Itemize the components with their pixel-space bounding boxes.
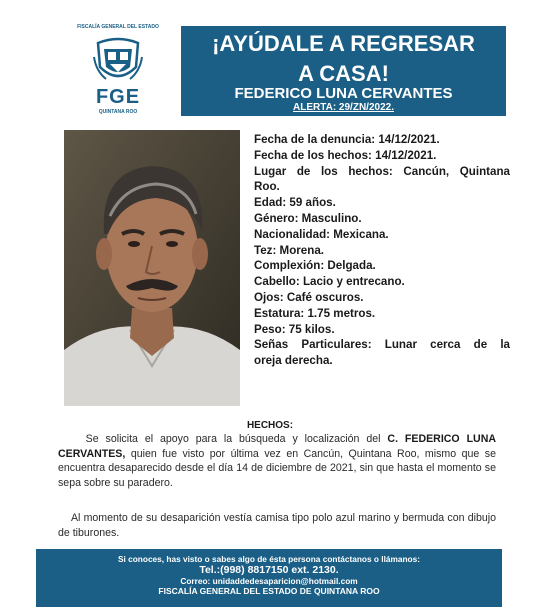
banner-title-line1: ¡AYÚDALE A REGRESAR [212, 31, 475, 56]
detail-location-cont: Roo. [254, 180, 280, 194]
logo-state: QUINTANA ROO [98, 109, 138, 115]
person-details [254, 132, 510, 369]
alert-number: ALERTA: 29/ZN/2022. [293, 102, 394, 113]
footer-phone: Tel.:(998) 8817150 ext. 2130. [199, 564, 339, 576]
facts-p2-text: Al momento de su desaparición vestía camisa tipo polo azul marino y bermuda con dibujo de tiburones. [58, 512, 496, 539]
detail-marks-cont: oreja derecha. [254, 354, 333, 368]
logo-acronym: FGE [95, 86, 141, 108]
detail-age: Edad: 59 años. [254, 196, 336, 210]
detail-report-date: Fecha de la denuncia: 14/12/2021. [254, 133, 440, 146]
facts-heading: HECHOS: [246, 420, 294, 431]
detail-location: Lugar de los hechos: Cancún, Quintana [254, 164, 510, 178]
header-banner [181, 26, 506, 116]
fge-logo [62, 24, 174, 120]
logo-agency-name: FISCALÍA GENERAL DEL ESTADO [77, 24, 159, 30]
detail-build: Complexión: Delgada. [254, 259, 376, 273]
missing-person-photo [64, 130, 240, 406]
footer-call-to-action: Si conoces, has visto o sabes algo de ésta persona contáctanos o llámanos: [117, 554, 420, 564]
detail-height: Estatura: 1.75 metros. [254, 306, 376, 320]
detail-complexion-skin: Tez: Morena. [254, 243, 324, 257]
detail-marks: Señas Particulares: Lunar cerca de la [254, 338, 510, 352]
footer-email: Correo: unidaddedesaparicion@hotmail.com [180, 576, 358, 586]
person-name: FEDERICO LUNA CERVANTES [234, 85, 453, 102]
facts-p1-name: C. FEDERICO LUNA CERVANTES, [58, 433, 496, 460]
detail-incident-date: Fecha de los hechos: 14/12/2021. [254, 148, 437, 162]
contact-footer [36, 549, 502, 607]
detail-gender: Género: Masculino. [254, 211, 362, 225]
facts-p1-text-b: quien fue visto por última vez en Cancún, Quintana Roo, mismo que se encuentra desaparecido desde el día 14 de diciembre de 2021, sin que hasta el momento se sepa sobre su paradero. [58, 447, 496, 489]
banner-title-line2: A CASA! [298, 61, 389, 86]
footer-agency: FISCALÍA GENERAL DEL ESTADO DE QUINTANA ROO [158, 586, 380, 596]
detail-eyes: Ojos: Café oscuros. [254, 290, 364, 304]
detail-hair: Cabello: Lacio y entrecano. [254, 275, 405, 289]
detail-nationality: Nacionalidad: Mexicana. [254, 227, 389, 241]
detail-weight: Peso: 75 kilos. [254, 322, 335, 336]
coat-of-arms-icon [92, 37, 144, 87]
facts-paragraph-2 [58, 511, 496, 540]
facts-p1-text-a: Se solicita el apoyo para la búsqueda y localización del [85, 433, 388, 445]
facts-paragraph-1 [58, 432, 496, 490]
